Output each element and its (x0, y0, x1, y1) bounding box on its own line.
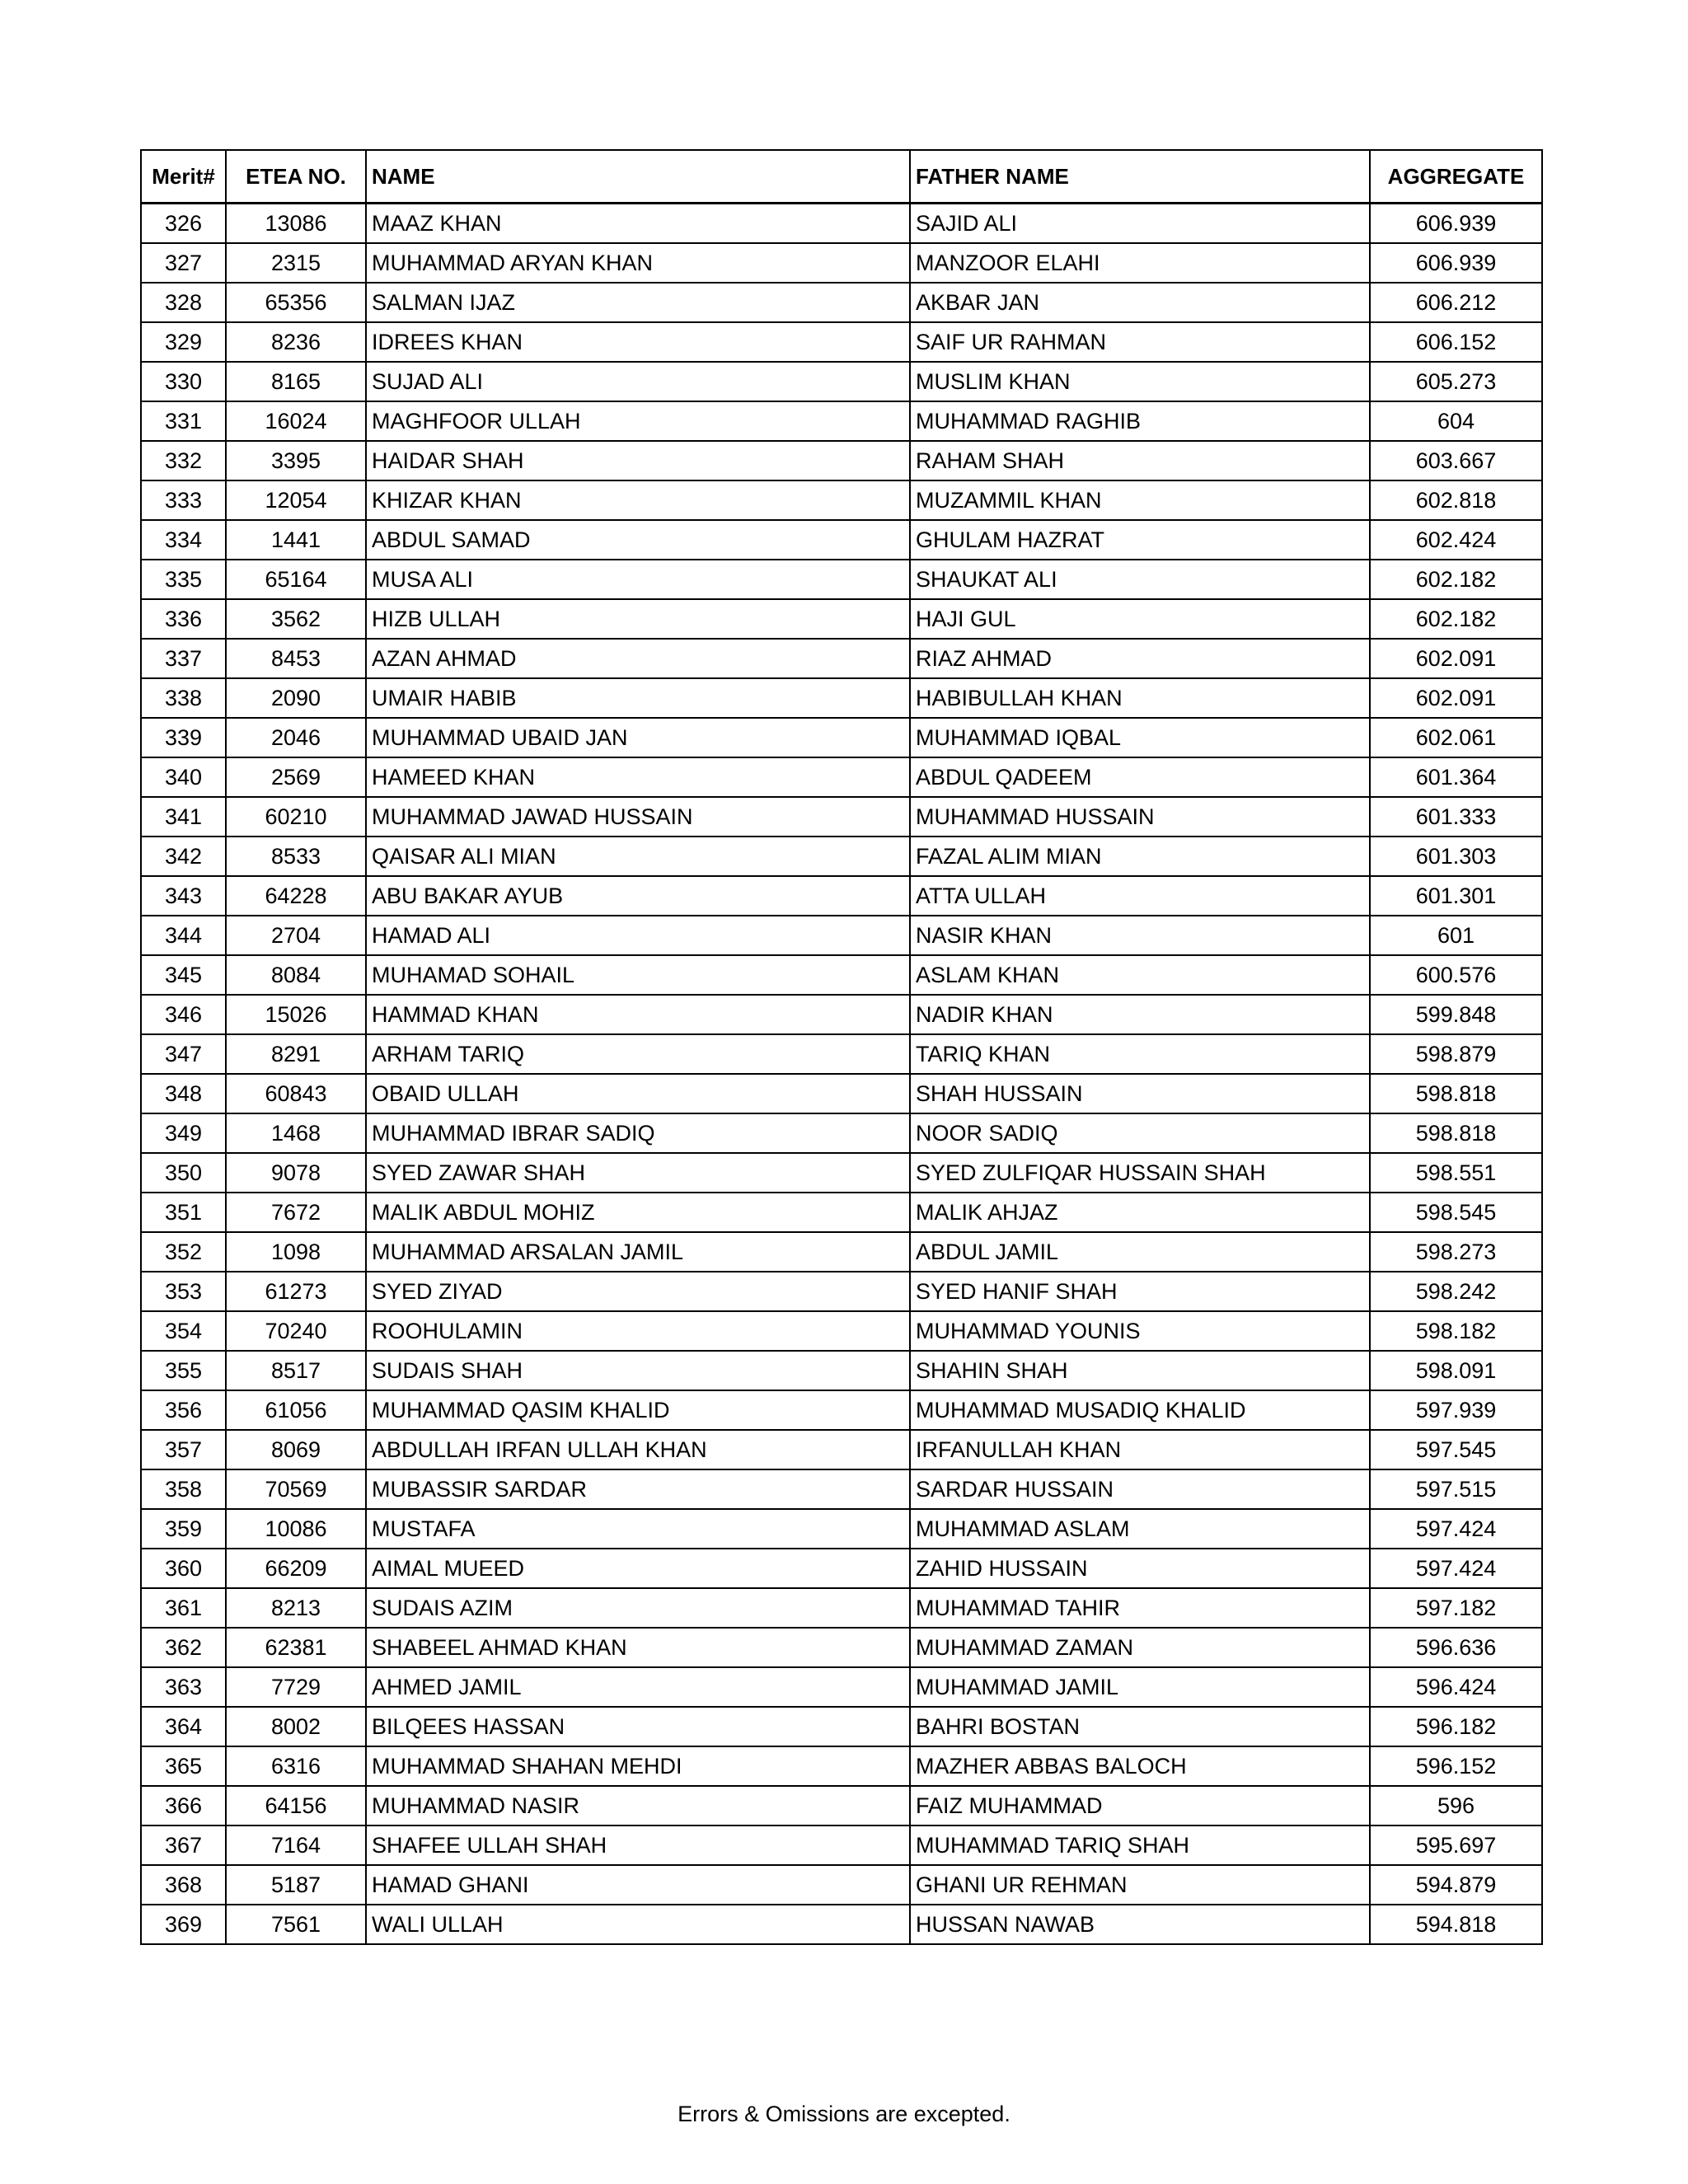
table-row (141, 1153, 1542, 1193)
cell-name: HAMAD ALI (366, 916, 910, 955)
cell-name: KHIZAR KHAN (366, 480, 910, 520)
cell-merit: 339 (141, 718, 226, 757)
table-row (141, 1707, 1542, 1746)
cell-aggregate: 597.515 (1370, 1469, 1542, 1509)
cell-father-name: ABDUL JAMIL (910, 1232, 1370, 1272)
cell-aggregate: 598.545 (1370, 1193, 1542, 1232)
cell-father-name: SYED ZULFIQAR HUSSAIN SHAH (910, 1153, 1370, 1193)
header-aggregate: AGGREGATE (1370, 150, 1542, 204)
cell-name: SALMAN IJAZ (366, 283, 910, 322)
cell-aggregate: 602.182 (1370, 560, 1542, 599)
cell-aggregate: 594.818 (1370, 1905, 1542, 1944)
cell-merit: 330 (141, 362, 226, 401)
cell-etea-no: 8533 (226, 837, 366, 876)
table-header (141, 150, 1542, 204)
cell-etea-no: 6316 (226, 1746, 366, 1786)
cell-father-name: RAHAM SHAH (910, 441, 1370, 480)
cell-aggregate: 602.424 (1370, 520, 1542, 560)
cell-etea-no: 1468 (226, 1113, 366, 1153)
cell-aggregate: 601.333 (1370, 797, 1542, 837)
table-row (141, 797, 1542, 837)
cell-merit: 354 (141, 1311, 226, 1351)
table-body (141, 204, 1542, 1945)
cell-merit: 360 (141, 1549, 226, 1588)
cell-merit: 333 (141, 480, 226, 520)
cell-aggregate: 597.939 (1370, 1390, 1542, 1430)
cell-merit: 338 (141, 678, 226, 718)
cell-name: MUHAMMAD NASIR (366, 1786, 910, 1825)
cell-aggregate: 601.301 (1370, 876, 1542, 916)
cell-merit: 347 (141, 1034, 226, 1074)
cell-merit: 351 (141, 1193, 226, 1232)
cell-father-name: MUHAMMAD ASLAM (910, 1509, 1370, 1549)
cell-name: MUHAMMAD IBRAR SADIQ (366, 1113, 910, 1153)
cell-etea-no: 3395 (226, 441, 366, 480)
table-row (141, 1272, 1542, 1311)
cell-name: MUBASSIR SARDAR (366, 1469, 910, 1509)
cell-name: SHABEEL AHMAD KHAN (366, 1628, 910, 1667)
cell-aggregate: 600.576 (1370, 955, 1542, 995)
table-row (141, 599, 1542, 639)
cell-etea-no: 2315 (226, 243, 366, 283)
table-row (141, 639, 1542, 678)
table-row (141, 1074, 1542, 1113)
cell-aggregate: 606.939 (1370, 243, 1542, 283)
cell-father-name: RIAZ AHMAD (910, 639, 1370, 678)
cell-name: HAMEED KHAN (366, 757, 910, 797)
cell-aggregate: 598.273 (1370, 1232, 1542, 1272)
cell-name: ARHAM TARIQ (366, 1034, 910, 1074)
table-row (141, 995, 1542, 1034)
cell-aggregate: 606.939 (1370, 204, 1542, 244)
cell-name: IDREES KHAN (366, 322, 910, 362)
cell-name: MAGHFOOR ULLAH (366, 401, 910, 441)
cell-merit: 344 (141, 916, 226, 955)
cell-aggregate: 602.182 (1370, 599, 1542, 639)
cell-merit: 353 (141, 1272, 226, 1311)
table-row (141, 520, 1542, 560)
cell-father-name: NOOR SADIQ (910, 1113, 1370, 1153)
cell-etea-no: 8453 (226, 639, 366, 678)
cell-father-name: ZAHID HUSSAIN (910, 1549, 1370, 1588)
table-row (141, 1034, 1542, 1074)
cell-etea-no: 61056 (226, 1390, 366, 1430)
cell-merit: 367 (141, 1825, 226, 1865)
cell-name: HAMMAD KHAN (366, 995, 910, 1034)
cell-name: AIMAL MUEED (366, 1549, 910, 1588)
cell-merit: 328 (141, 283, 226, 322)
table-row (141, 1786, 1542, 1825)
cell-etea-no: 7729 (226, 1667, 366, 1707)
table-row (141, 1905, 1542, 1944)
cell-merit: 369 (141, 1905, 226, 1944)
table-row (141, 560, 1542, 599)
cell-aggregate: 597.424 (1370, 1509, 1542, 1549)
table-row (141, 1667, 1542, 1707)
cell-merit: 341 (141, 797, 226, 837)
cell-merit: 335 (141, 560, 226, 599)
table-row (141, 955, 1542, 995)
cell-etea-no: 62381 (226, 1628, 366, 1667)
cell-merit: 346 (141, 995, 226, 1034)
cell-aggregate: 601.303 (1370, 837, 1542, 876)
cell-father-name: GHULAM HAZRAT (910, 520, 1370, 560)
cell-name: AHMED JAMIL (366, 1667, 910, 1707)
cell-father-name: SYED HANIF SHAH (910, 1272, 1370, 1311)
cell-name: ABDUL SAMAD (366, 520, 910, 560)
cell-father-name: AKBAR JAN (910, 283, 1370, 322)
table-row (141, 837, 1542, 876)
merit-list-sheet (140, 149, 1541, 1945)
cell-merit: 366 (141, 1786, 226, 1825)
cell-etea-no: 3562 (226, 599, 366, 639)
table-row (141, 322, 1542, 362)
table-row (141, 401, 1542, 441)
cell-name: SYED ZIYAD (366, 1272, 910, 1311)
cell-father-name: ABDUL QADEEM (910, 757, 1370, 797)
cell-etea-no: 60843 (226, 1074, 366, 1113)
cell-merit: 334 (141, 520, 226, 560)
cell-name: MUHAMMAD ARYAN KHAN (366, 243, 910, 283)
cell-aggregate: 606.152 (1370, 322, 1542, 362)
header-row (141, 150, 1542, 204)
cell-etea-no: 2569 (226, 757, 366, 797)
cell-name: HAMAD GHANI (366, 1865, 910, 1905)
cell-merit: 359 (141, 1509, 226, 1549)
cell-name: MUHAMMAD UBAID JAN (366, 718, 910, 757)
table-row (141, 718, 1542, 757)
cell-aggregate: 596.636 (1370, 1628, 1542, 1667)
table-row (141, 1390, 1542, 1430)
merit-list-table (140, 149, 1543, 1945)
cell-etea-no: 1441 (226, 520, 366, 560)
cell-aggregate: 595.697 (1370, 1825, 1542, 1865)
cell-merit: 329 (141, 322, 226, 362)
cell-merit: 357 (141, 1430, 226, 1469)
table-row (141, 916, 1542, 955)
cell-etea-no: 8069 (226, 1430, 366, 1469)
cell-merit: 345 (141, 955, 226, 995)
cell-etea-no: 8165 (226, 362, 366, 401)
cell-aggregate: 603.667 (1370, 441, 1542, 480)
table-row (141, 1430, 1542, 1469)
header-merit: Merit# (141, 150, 226, 204)
cell-father-name: MALIK AHJAZ (910, 1193, 1370, 1232)
cell-etea-no: 8002 (226, 1707, 366, 1746)
cell-merit: 342 (141, 837, 226, 876)
cell-name: MUHAMMAD JAWAD HUSSAIN (366, 797, 910, 837)
table-row (141, 362, 1542, 401)
cell-etea-no: 8213 (226, 1588, 366, 1628)
table-row (141, 1588, 1542, 1628)
table-row (141, 480, 1542, 520)
cell-aggregate: 596.152 (1370, 1746, 1542, 1786)
cell-aggregate: 602.818 (1370, 480, 1542, 520)
footer-note: Errors & Omissions are excepted. (678, 2102, 1010, 2126)
cell-father-name: MUHAMMAD JAMIL (910, 1667, 1370, 1707)
cell-etea-no: 10086 (226, 1509, 366, 1549)
cell-father-name: MAZHER ABBAS BALOCH (910, 1746, 1370, 1786)
table-row (141, 876, 1542, 916)
cell-father-name: SARDAR HUSSAIN (910, 1469, 1370, 1509)
cell-aggregate: 598.091 (1370, 1351, 1542, 1390)
cell-etea-no: 13086 (226, 204, 366, 244)
cell-merit: 331 (141, 401, 226, 441)
cell-merit: 358 (141, 1469, 226, 1509)
cell-father-name: IRFANULLAH KHAN (910, 1430, 1370, 1469)
cell-name: MAAZ KHAN (366, 204, 910, 244)
cell-name: SUDAIS SHAH (366, 1351, 910, 1390)
cell-name: MUHAMAD SOHAIL (366, 955, 910, 995)
header-name: NAME (366, 150, 910, 204)
cell-etea-no: 7164 (226, 1825, 366, 1865)
cell-father-name: BAHRI BOSTAN (910, 1707, 1370, 1746)
header-etea-no: ETEA NO. (226, 150, 366, 204)
cell-father-name: MUHAMMAD ZAMAN (910, 1628, 1370, 1667)
cell-etea-no: 2046 (226, 718, 366, 757)
cell-father-name: SHAHIN SHAH (910, 1351, 1370, 1390)
table-row (141, 1865, 1542, 1905)
cell-merit: 327 (141, 243, 226, 283)
table-row (141, 1351, 1542, 1390)
cell-father-name: MUHAMMAD RAGHIB (910, 401, 1370, 441)
cell-etea-no: 1098 (226, 1232, 366, 1272)
cell-father-name: MUHAMMAD MUSADIQ KHALID (910, 1390, 1370, 1430)
cell-etea-no: 64156 (226, 1786, 366, 1825)
cell-father-name: FAZAL ALIM MIAN (910, 837, 1370, 876)
table-row (141, 1549, 1542, 1588)
cell-aggregate: 605.273 (1370, 362, 1542, 401)
cell-father-name: MUSLIM KHAN (910, 362, 1370, 401)
cell-name: SUJAD ALI (366, 362, 910, 401)
cell-etea-no: 2704 (226, 916, 366, 955)
cell-name: UMAIR HABIB (366, 678, 910, 718)
table-row (141, 1509, 1542, 1549)
cell-name: WALI ULLAH (366, 1905, 910, 1944)
cell-etea-no: 66209 (226, 1549, 366, 1588)
cell-name: SHAFEE ULLAH SHAH (366, 1825, 910, 1865)
cell-merit: 356 (141, 1390, 226, 1430)
header-father-name: FATHER NAME (910, 150, 1370, 204)
cell-name: HIZB ULLAH (366, 599, 910, 639)
cell-etea-no: 8084 (226, 955, 366, 995)
table-row (141, 441, 1542, 480)
cell-name: ABU BAKAR AYUB (366, 876, 910, 916)
cell-merit: 349 (141, 1113, 226, 1153)
cell-father-name: MUHAMMAD HUSSAIN (910, 797, 1370, 837)
cell-aggregate: 602.091 (1370, 639, 1542, 678)
cell-aggregate: 597.545 (1370, 1430, 1542, 1469)
cell-merit: 336 (141, 599, 226, 639)
cell-father-name: SHAUKAT ALI (910, 560, 1370, 599)
cell-merit: 350 (141, 1153, 226, 1193)
cell-etea-no: 8517 (226, 1351, 366, 1390)
cell-etea-no: 2090 (226, 678, 366, 718)
cell-aggregate: 594.879 (1370, 1865, 1542, 1905)
cell-aggregate: 599.848 (1370, 995, 1542, 1034)
table-row (141, 1113, 1542, 1153)
cell-etea-no: 70569 (226, 1469, 366, 1509)
cell-father-name: ASLAM KHAN (910, 955, 1370, 995)
cell-name: ROOHULAMIN (366, 1311, 910, 1351)
cell-etea-no: 7672 (226, 1193, 366, 1232)
cell-name: AZAN AHMAD (366, 639, 910, 678)
cell-etea-no: 60210 (226, 797, 366, 837)
cell-aggregate: 602.061 (1370, 718, 1542, 757)
cell-merit: 362 (141, 1628, 226, 1667)
cell-merit: 340 (141, 757, 226, 797)
cell-aggregate: 604 (1370, 401, 1542, 441)
cell-aggregate: 598.818 (1370, 1113, 1542, 1153)
cell-etea-no: 16024 (226, 401, 366, 441)
cell-aggregate: 598.818 (1370, 1074, 1542, 1113)
cell-aggregate: 598.182 (1370, 1311, 1542, 1351)
cell-name: MUSA ALI (366, 560, 910, 599)
cell-merit: 337 (141, 639, 226, 678)
cell-etea-no: 8291 (226, 1034, 366, 1074)
cell-aggregate: 598.242 (1370, 1272, 1542, 1311)
cell-name: MUHAMMAD QASIM KHALID (366, 1390, 910, 1430)
cell-name: MUHAMMAD ARSALAN JAMIL (366, 1232, 910, 1272)
cell-etea-no: 15026 (226, 995, 366, 1034)
cell-etea-no: 70240 (226, 1311, 366, 1351)
cell-merit: 363 (141, 1667, 226, 1707)
cell-merit: 355 (141, 1351, 226, 1390)
cell-father-name: SAJID ALI (910, 204, 1370, 244)
cell-aggregate: 598.879 (1370, 1034, 1542, 1074)
cell-merit: 368 (141, 1865, 226, 1905)
cell-aggregate: 596 (1370, 1786, 1542, 1825)
table-row (141, 1232, 1542, 1272)
cell-father-name: FAIZ MUHAMMAD (910, 1786, 1370, 1825)
cell-etea-no: 5187 (226, 1865, 366, 1905)
cell-father-name: MUHAMMAD TAHIR (910, 1588, 1370, 1628)
cell-aggregate: 606.212 (1370, 283, 1542, 322)
table-row (141, 283, 1542, 322)
cell-father-name: SAIF UR RAHMAN (910, 322, 1370, 362)
cell-merit: 365 (141, 1746, 226, 1786)
cell-father-name: MANZOOR ELAHI (910, 243, 1370, 283)
table-row (141, 243, 1542, 283)
cell-aggregate: 596.182 (1370, 1707, 1542, 1746)
cell-father-name: MUHAMMAD YOUNIS (910, 1311, 1370, 1351)
table-row (141, 1193, 1542, 1232)
cell-father-name: HUSSAN NAWAB (910, 1905, 1370, 1944)
cell-father-name: NASIR KHAN (910, 916, 1370, 955)
cell-etea-no: 65356 (226, 283, 366, 322)
table-row (141, 757, 1542, 797)
cell-merit: 343 (141, 876, 226, 916)
cell-name: MALIK ABDUL MOHIZ (366, 1193, 910, 1232)
cell-etea-no: 12054 (226, 480, 366, 520)
cell-merit: 364 (141, 1707, 226, 1746)
cell-father-name: SHAH HUSSAIN (910, 1074, 1370, 1113)
cell-father-name: ATTA ULLAH (910, 876, 1370, 916)
cell-merit: 326 (141, 204, 226, 244)
cell-etea-no: 9078 (226, 1153, 366, 1193)
cell-aggregate: 597.424 (1370, 1549, 1542, 1588)
cell-name: SYED ZAWAR SHAH (366, 1153, 910, 1193)
table-row (141, 204, 1542, 244)
table-row (141, 1628, 1542, 1667)
table-row (141, 1469, 1542, 1509)
cell-aggregate: 601.364 (1370, 757, 1542, 797)
cell-name: BILQEES HASSAN (366, 1707, 910, 1746)
cell-father-name: TARIQ KHAN (910, 1034, 1370, 1074)
cell-father-name: HAJI GUL (910, 599, 1370, 639)
cell-name: MUSTAFA (366, 1509, 910, 1549)
cell-merit: 332 (141, 441, 226, 480)
cell-father-name: MUHAMMAD TARIQ SHAH (910, 1825, 1370, 1865)
cell-etea-no: 65164 (226, 560, 366, 599)
cell-aggregate: 596.424 (1370, 1667, 1542, 1707)
cell-etea-no: 61273 (226, 1272, 366, 1311)
cell-etea-no: 7561 (226, 1905, 366, 1944)
cell-name: SUDAIS AZIM (366, 1588, 910, 1628)
cell-name: QAISAR ALI MIAN (366, 837, 910, 876)
cell-name: OBAID ULLAH (366, 1074, 910, 1113)
table-row (141, 678, 1542, 718)
cell-name: HAIDAR SHAH (366, 441, 910, 480)
cell-aggregate: 598.551 (1370, 1153, 1542, 1193)
cell-merit: 361 (141, 1588, 226, 1628)
cell-merit: 352 (141, 1232, 226, 1272)
cell-name: ABDULLAH IRFAN ULLAH KHAN (366, 1430, 910, 1469)
cell-name: MUHAMMAD SHAHAN MEHDI (366, 1746, 910, 1786)
table-row (141, 1311, 1542, 1351)
cell-father-name: GHANI UR REHMAN (910, 1865, 1370, 1905)
cell-etea-no: 8236 (226, 322, 366, 362)
cell-etea-no: 64228 (226, 876, 366, 916)
cell-aggregate: 601 (1370, 916, 1542, 955)
cell-aggregate: 597.182 (1370, 1588, 1542, 1628)
cell-father-name: MUZAMMIL KHAN (910, 480, 1370, 520)
cell-father-name: HABIBULLAH KHAN (910, 678, 1370, 718)
table-row (141, 1746, 1542, 1786)
table-row (141, 1825, 1542, 1865)
cell-aggregate: 602.091 (1370, 678, 1542, 718)
cell-father-name: NADIR KHAN (910, 995, 1370, 1034)
cell-father-name: MUHAMMAD IQBAL (910, 718, 1370, 757)
cell-merit: 348 (141, 1074, 226, 1113)
